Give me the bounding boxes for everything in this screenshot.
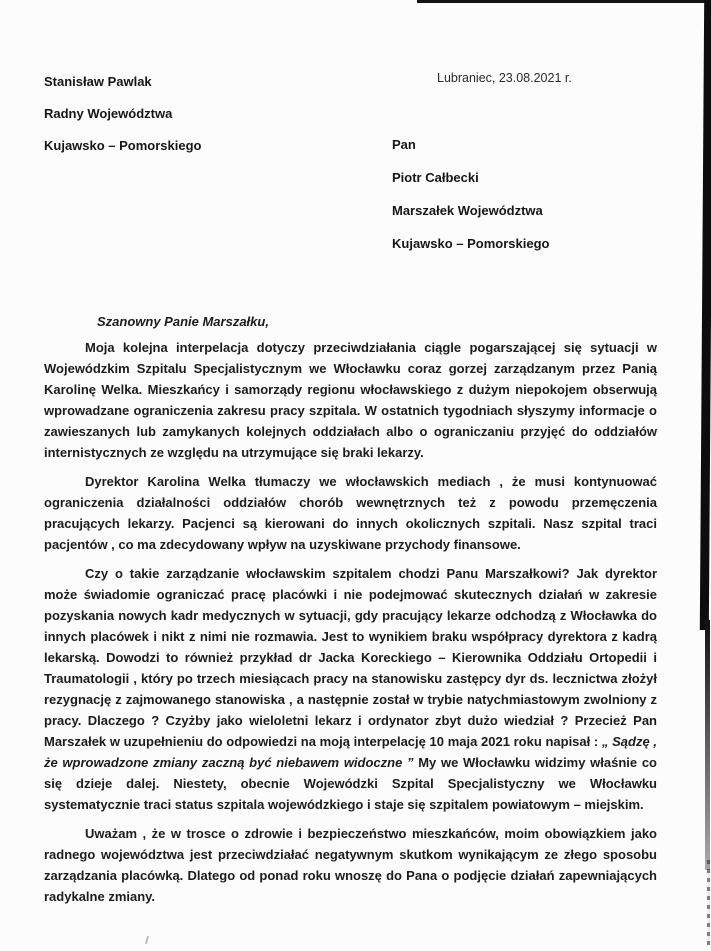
paragraph-1: [44, 337, 657, 463]
recipient-honorific: Pan: [392, 137, 416, 152]
paragraph-3-text-after-quote: My we Włocławku widzimy właśnie co się dzieje dalej. Niestety, obecnie Wojewódzki Szpital Specjalistyczny we Włocławku systematycznie traci status szpitala wojewódzkiego i staje się szpitalem powiatowym – miejskim.: [44, 755, 657, 812]
recipient-block: [392, 128, 550, 260]
paragraph-2: [44, 471, 657, 555]
paragraph-2-text: Dyrektor Karolina Welka tłumaczy we włocławskich mediach , że musi kontynuować ograniczenia działalności oddziałów chorób wewnętrznych też z powodu przemęczenia pracujących lekarzy. Pacjenci są kierowani do innych okolicznych szpitali. Nasz szpital traci pacjentów , co ma zdecydowany wpływ na uzyskiwane przychody finansowe.: [44, 474, 657, 552]
paragraph-1-text: Moja kolejna interpelacja dotyczy przeciwdziałania ciągle pogarszającej się sytuacji w Wojewódzkim Szpitalu Specjalistycznym we Włocławku coraz gorzej zarządzanym przez Panią Karolinę Welka. Mieszkańcy i samorządy regionu włocławskiego z dużym niepokojem obserwują wprowadzane ograniczenia zakresu pracy szpitala. W ostatnich tygodniach słyszymy informacje o zawieszanych lub zamykanych kolejnych oddziałach albo o ograniczaniu przyjęć do oddziałów internistycznych ze względu na utrzymujące się braki lekarzy.: [44, 340, 657, 460]
paragraph-3: [44, 563, 657, 815]
recipient-title-line-2: Kujawsko – Pomorskiego: [392, 236, 550, 251]
scan-artifact-right-edge-fade: [707, 860, 710, 945]
salutation: Szanowny Panie Marszałku,: [97, 314, 269, 329]
place-and-date: Lubraniec, 23.08.2021 r.: [437, 71, 572, 85]
paragraph-4-text: Uważam , że w trosce o zdrowie i bezpieczeństwo mieszkańców, moim obowiązkiem jako radnego województwa jest przeciwdziałać negatywnym skutkom wynikającym ze złego sposobu zarządzania placówką. Dlatego od ponad roku wnoszę do Pana o podjęcie działań zapewniających radykalne zmiany.: [44, 826, 657, 904]
paragraph-4: [44, 823, 657, 907]
scan-artifact-right-edge-lower: [705, 620, 710, 870]
recipient-name: Piotr Całbecki: [392, 170, 479, 185]
scan-artifact-top-edge: [417, 0, 711, 3]
sender-title-line-1: Radny Województwa: [44, 106, 173, 121]
scan-artifact-bottom-tick: [145, 936, 149, 944]
quoted-marshal-reply: „ Sądzę , że wprowadzone zmiany zaczną być niebawem widoczne ”: [44, 734, 657, 770]
scan-artifact-right-edge-upper: [700, 0, 711, 630]
paragraph-3-text-before-quote: Czy o takie zarządzanie włocławskim szpitalem chodzi Panu Marszałkowi? Jak dyrektor może świadomie ograniczać pracę placówki i nie podejmować skutecznych działań w zakresie pozyskania nowych kadr medycznych w sytuacji, gdy pracujący lekarze odchodzą z Włocławka do innych placówek i nikt z nimi nie rozmawia. Jest to wynikiem braku współpracy dyrektora z kadrą lekarską. Dowodzi to również przykład dr Jacka Koreckiego – Kierownika Oddziału Ortopedii i Traumatologii , który po trzech miesiącach pracy na stanowisku zastępcy dyr ds. lecznictwa złożył rezygnację z zajmowanego stanowiska , a następnie został w trybie natychmiastowym zwolniony z pracy. Dlaczego ? Czyżby jako wieloletni lekarz i ordynator zbyt dużo wiedział ? Przecież Pan Marszałek w uzupełnieniu do odpowiedzi na moją interpelację 10 maja 2021 roku napisał :: [44, 566, 657, 749]
letter-body: [44, 337, 657, 915]
sender-name: Stanisław Pawlak: [44, 74, 152, 89]
sender-block: [44, 66, 202, 162]
sender-title-line-2: Kujawsko – Pomorskiego: [44, 138, 202, 153]
recipient-title-line-1: Marszałek Województwa: [392, 203, 543, 218]
